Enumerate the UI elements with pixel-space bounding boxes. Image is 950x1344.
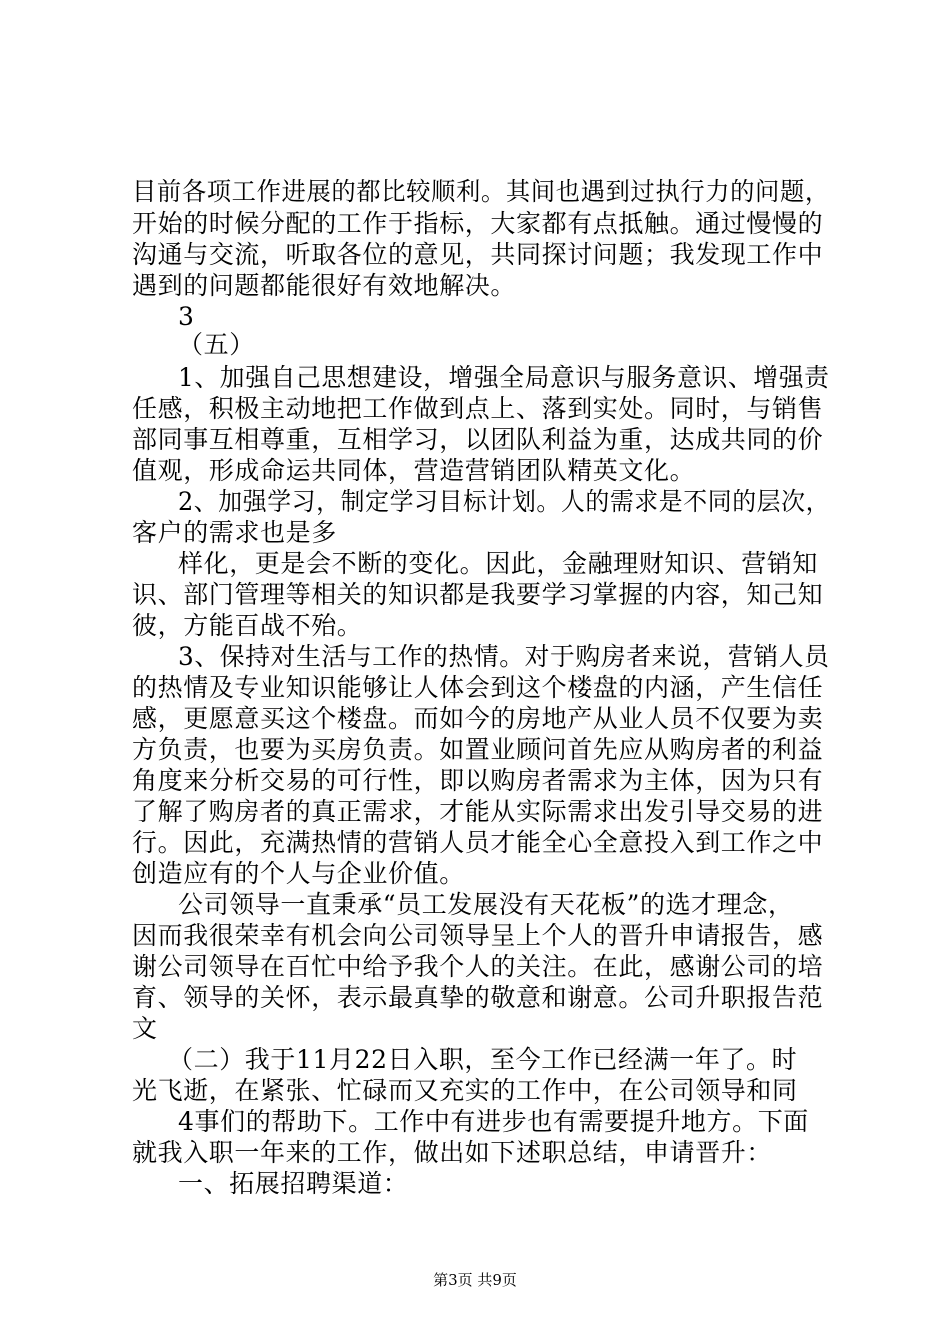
body-line: 部同事互相尊重，互相学习，以团队利益为重，达成共同的价 <box>132 425 824 454</box>
body-line: 遇到的问题都能很好有效地解决。 <box>132 271 517 300</box>
body-line: 方负责，也要为买房负责。如置业顾问首先应从购房者的利益 <box>132 735 824 764</box>
page-number-footer: 第3页 共9页 <box>433 1271 517 1289</box>
body-line: 客户的需求也是多 <box>132 518 337 547</box>
body-line: 1、加强自己思想建设，增强全局意识与服务意识、增强责 <box>178 363 830 392</box>
body-line: 彼，方能百战不殆。 <box>132 611 363 640</box>
body-line: 因而我很荣幸有机会向公司领导呈上个人的晋升申请报告，感 <box>132 921 824 950</box>
body-line: 感，更愿意买这个楼盘。而如今的房地产从业人员不仅要为卖 <box>132 704 824 733</box>
body-line: 公司领导一直秉承“员工发展没有天花板”的选才理念， <box>178 890 794 919</box>
body-line: 文 <box>132 1014 158 1043</box>
body-line: 样化，更是会不断的变化。因此，金融理财知识、营销知 <box>178 549 819 578</box>
body-line: 创造应有的个人与企业价值。 <box>132 859 465 888</box>
section-heading: （五） <box>178 330 255 359</box>
body-line: 沟通与交流，听取各位的意见，共同探讨问题；我发现工作中 <box>132 240 824 269</box>
body-line: 光飞逝，在紧张、忙碌而又充实的工作中，在公司领导和同 <box>132 1076 798 1105</box>
body-line: 4事们的帮助下。工作中有进步也有需要提升地方。下面 <box>178 1107 809 1136</box>
body-line: 角度来分析交易的可行性，即以购房者需求为主体，因为只有 <box>132 766 824 795</box>
body-line: 开始的时候分配的工作于指标，大家都有点抵触。通过慢慢的 <box>132 209 824 238</box>
body-line: 了解了购房者的真正需求，才能从实际需求出发引导交易的进 <box>132 797 824 826</box>
body-line: 的热情及专业知识能够让人体会到这个楼盘的内涵，产生信任 <box>132 673 824 702</box>
body-line: 行。因此，充满热情的营销人员才能全心全意投入到工作之中 <box>132 828 824 857</box>
body-line: 就我入职一年来的工作，做出如下述职总结，申请晋升： <box>132 1138 773 1167</box>
section-heading: 一、拓展招聘渠道： <box>178 1169 409 1198</box>
body-line: 育、领导的关怀，表示最真挚的敬意和谢意。公司升职报告范 <box>132 983 824 1012</box>
body-line: 目前各项工作进展的都比较顺利。其间也遇到过执行力的问题， <box>132 177 830 206</box>
body-line: （二）我于11月22日入职，至今工作已经满一年了。时 <box>168 1045 798 1074</box>
body-line: 任感，积极主动地把工作做到点上、落到实处。同时，与销售 <box>132 394 824 423</box>
body-line: 识、部门管理等相关的知识都是我要学习掌握的内容，知己知 <box>132 580 824 609</box>
body-line: 3、保持对生活与工作的热情。对于购房者来说，营销人员 <box>178 642 830 671</box>
body-line: 值观，形成命运共同体，营造营销团队精英文化。 <box>132 456 696 485</box>
body-line: 谢公司领导在百忙中给予我个人的关注。在此，感谢公司的培 <box>132 952 824 981</box>
body-line: 2、加强学习，制定学习目标计划。人的需求是不同的层次， <box>178 487 831 516</box>
body-line: 3 <box>178 302 195 331</box>
